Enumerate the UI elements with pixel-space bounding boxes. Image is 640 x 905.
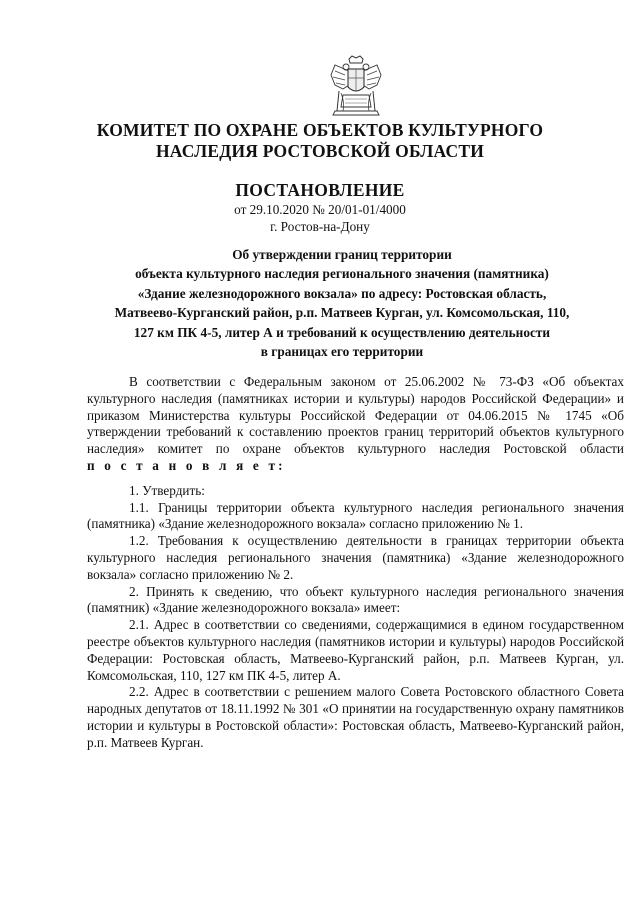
paragraph-2: 2. Принять к сведению, что объект культурного наследия регионального значения (памятник) «Здание железнодорожного вокзала» имеет: [87,583,624,616]
document-city: г. Ростов-на-Дону [270,219,370,234]
document-body [87,374,624,752]
document-subject [60,245,624,361]
paragraph-2-1: 2.1. Адрес в соответствии со сведениями, содержащимися в едином государственном реестре объектов культурного наследия (памятников истории и культуры) народов Российской Федерации: Ростовская область, Матвеево-Курганский район, р.п. Матвеев Курган, ул. Комсомольская, 110, 127 км ПК 4-5, литер А. [87,617,624,683]
subject-line-4: Матвеево-Курганский район, р.п. Матвеев Курган, ул. Комсомольская, 110, [114,305,570,321]
organization-name-line-1: КОМИТЕТ ПО ОХРАНЕ ОБЪЕКТОВ КУЛЬТУРНОГО [96,120,544,140]
subject-line-2: объекта культурного наследия регионального значения (памятника) [135,266,549,282]
paragraph-1-1: 1.1. Границы территории объекта культурного наследия регионального значения (памятника) «Здание железнодорожного вокзала» согласно приложению № 1. [87,499,624,532]
organization-name-line-2: НАСЛЕДИЯ РОСТОВСКОЙ ОБЛАСТИ [155,141,485,161]
paragraph-1-2: 1.2. Требования к осуществлению деятельности в границах территории объекта культурного наследия регионального значения (памятника) «Здание железнодорожного вокзала» согласно приложению № 2. [87,533,624,582]
subject-line-5: 127 км ПК 4-5, литер А и требований к осуществлению деятельности [133,324,551,340]
resolves-word: п о с т а н о в л я е т: [87,457,286,473]
document-date-number: от 29.10.2020 № 20/01-01/4000 [234,202,406,217]
subject-line-6: в границах его территории [260,344,424,360]
paragraph-1: 1. Утвердить: [129,482,205,498]
paragraph-2-2: 2.2. Адрес в соответствии с решением малого Совета Ростовского областного Совета народных депутатов от 18.11.1992 № 301 «О принятии на государственную охрану памятников истории и культуры в Ростовской области»: Ростовская область, Матвеево-Курганский район, р.п. Матвеев Курган. [87,684,624,750]
preamble-paragraph: В соответствии с Федеральным законом от 25.06.2002 № 73-ФЗ «Об объектах культурного наследия (памятниках истории и культуры) народов Российской Федерации» и приказом Министерства культуры Российской Федерации от 04.06.2015 № 1745 «Об утверждении требований к составлению проектов границ территорий объектов культурного наследия» комитет по охране объектов культурного наследия Ростовской области [87,374,624,457]
subject-line-1: Об утверждении границ территории [232,247,452,262]
subject-line-3: «Здание железнодорожного вокзала» по адресу: Ростовская область, [137,285,547,301]
coat-of-arms-emblem [327,55,385,117]
document-type-title: ПОСТАНОВЛЕНИЕ [235,180,405,200]
